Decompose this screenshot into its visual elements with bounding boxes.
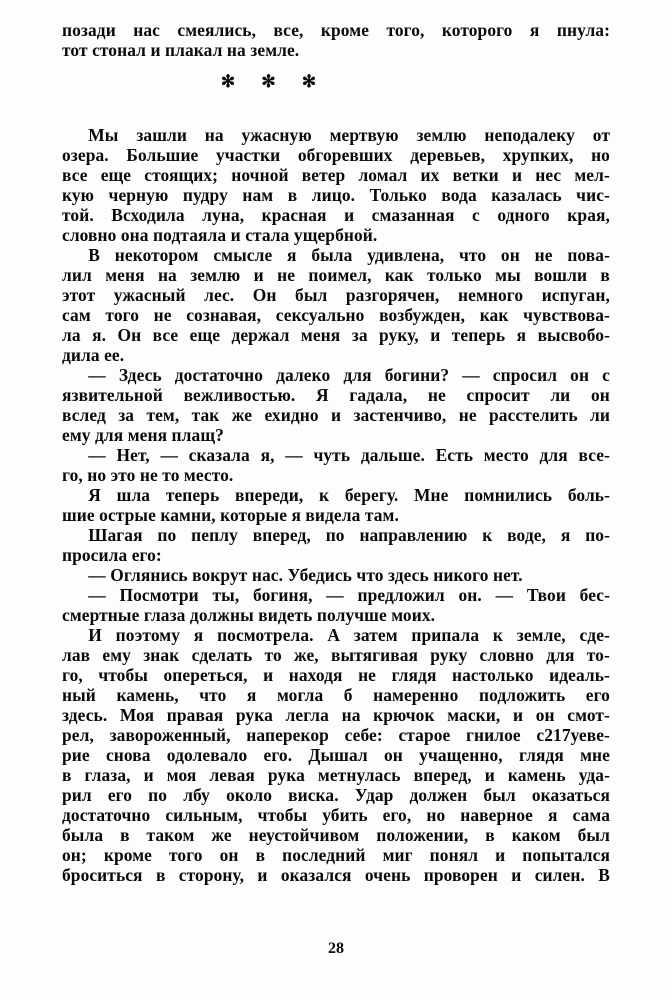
text-line: ему для меня плащ?	[62, 425, 224, 445]
text-paragraph	[62, 485, 610, 525]
text-line: рел, завороженный, наперекор себе: старое гнилое с217уеве-	[62, 725, 610, 745]
text-line: лав ему знак сделать то же, вытягивая руку словно для то-	[62, 645, 610, 665]
text-line: просила его:	[62, 545, 162, 565]
text-paragraph	[62, 20, 610, 60]
text-line: достаточно сильным, чтобы убить его, но наверное я сама	[62, 805, 610, 825]
text-dialogue	[62, 365, 610, 445]
text-line: в глаза, и моя левая рука метнулась вперед, и камень уда-	[62, 765, 610, 785]
text-line: все еще стоящих; ночной ветер ломал их ветки и нес мел-	[62, 165, 610, 185]
text-line: сам того не сознавая, сексуально возбужден, как чувствова-	[62, 305, 610, 325]
text-paragraph	[62, 525, 610, 565]
text-line: Я шла теперь впереди, к берегу. Мне помнились боль-	[62, 485, 610, 505]
text-line: смертные глаза должны видеть получше моих.	[62, 605, 436, 625]
section-divider: ✻ ✻ ✻	[220, 72, 328, 91]
text-line: го, но это не то место.	[62, 465, 234, 485]
text-paragraph	[62, 125, 610, 245]
text-line: — Посмотри ты, богиня, — предложил он. — Твои бес-	[62, 585, 610, 605]
text-dialogue	[62, 565, 610, 585]
text-dialogue	[62, 585, 610, 625]
page-number: 28	[328, 940, 344, 957]
text-line: В некотором смысле я была удивлена, что он не пова-	[62, 245, 610, 265]
text-line: — Здесь достаточно далеко для богини? — спросил он с	[62, 365, 610, 385]
text-line: той. Всходила луна, красная и смазанная с одного края,	[62, 205, 610, 225]
text-line: броситься в сторону, и оказался очень проворен и силен. В	[62, 865, 610, 885]
text-line: позади нас смеялись, все, кроме того, которого я пнула:	[62, 20, 610, 40]
text-line: язвительной вежливостью. Я гадала, не спросит ли он	[62, 385, 610, 405]
page-text-body	[62, 20, 610, 885]
text-line: И поэтому я посмотрела. А затем припала к земле, сде-	[62, 625, 610, 645]
text-line: тот стонал и плакал на земле.	[62, 40, 300, 60]
text-line: кую черную пудру нам в лицо. Только вода казалась чис-	[62, 185, 610, 205]
text-line: — Оглянись вокрут нас. Убедись что здесь никого нет.	[62, 565, 523, 585]
text-line: он; кроме того он в последний миг понял и попытался	[62, 845, 610, 865]
text-line: Мы зашли на ужасную мертвую землю неподалеку от	[62, 125, 610, 145]
text-dialogue	[62, 445, 610, 485]
text-line: шие острые камни, которые я видела там.	[62, 505, 399, 525]
text-line: озера. Большие участки обгоревших деревьев, хрупких, но	[62, 145, 610, 165]
text-line: словно она подтаяла и стала ущербной.	[62, 225, 378, 245]
text-line: рил его по лбу около виска. Удар должен был оказаться	[62, 785, 610, 805]
text-line: ла я. Он все еще держал меня за руку, и теперь я высвобо-	[62, 325, 610, 345]
text-line: — Нет, — сказала я, — чуть дальше. Есть место для все-	[62, 445, 610, 465]
text-line: дила ее.	[62, 345, 125, 365]
text-line: этот ужасный лес. Он был разгорячен, немного испуган,	[62, 285, 610, 305]
text-line: го, чтобы опереться, и находя не глядя настолько идеаль-	[62, 665, 610, 685]
text-line: вслед за тем, так же ехидно и застенчиво, не расстелить ли	[62, 405, 610, 425]
text-line: лил меня на землю и не поимел, как только мы вошли в	[62, 265, 610, 285]
text-paragraph	[62, 625, 610, 885]
text-line: была в таком же неустойчивом положении, в каком был	[62, 825, 610, 845]
text-line: Шагая по пеплу вперед, по направлению к воде, я по-	[62, 525, 610, 545]
text-line: рие снова одолевало его. Дышал он учащенно, глядя мне	[62, 745, 610, 765]
divider-space	[62, 60, 610, 125]
text-line: здесь. Моя правая рука легла на крючок маски, и он смот-	[62, 705, 610, 725]
text-paragraph	[62, 245, 610, 365]
text-line: ный камень, что я могла б намеренно подложить его	[62, 685, 610, 705]
